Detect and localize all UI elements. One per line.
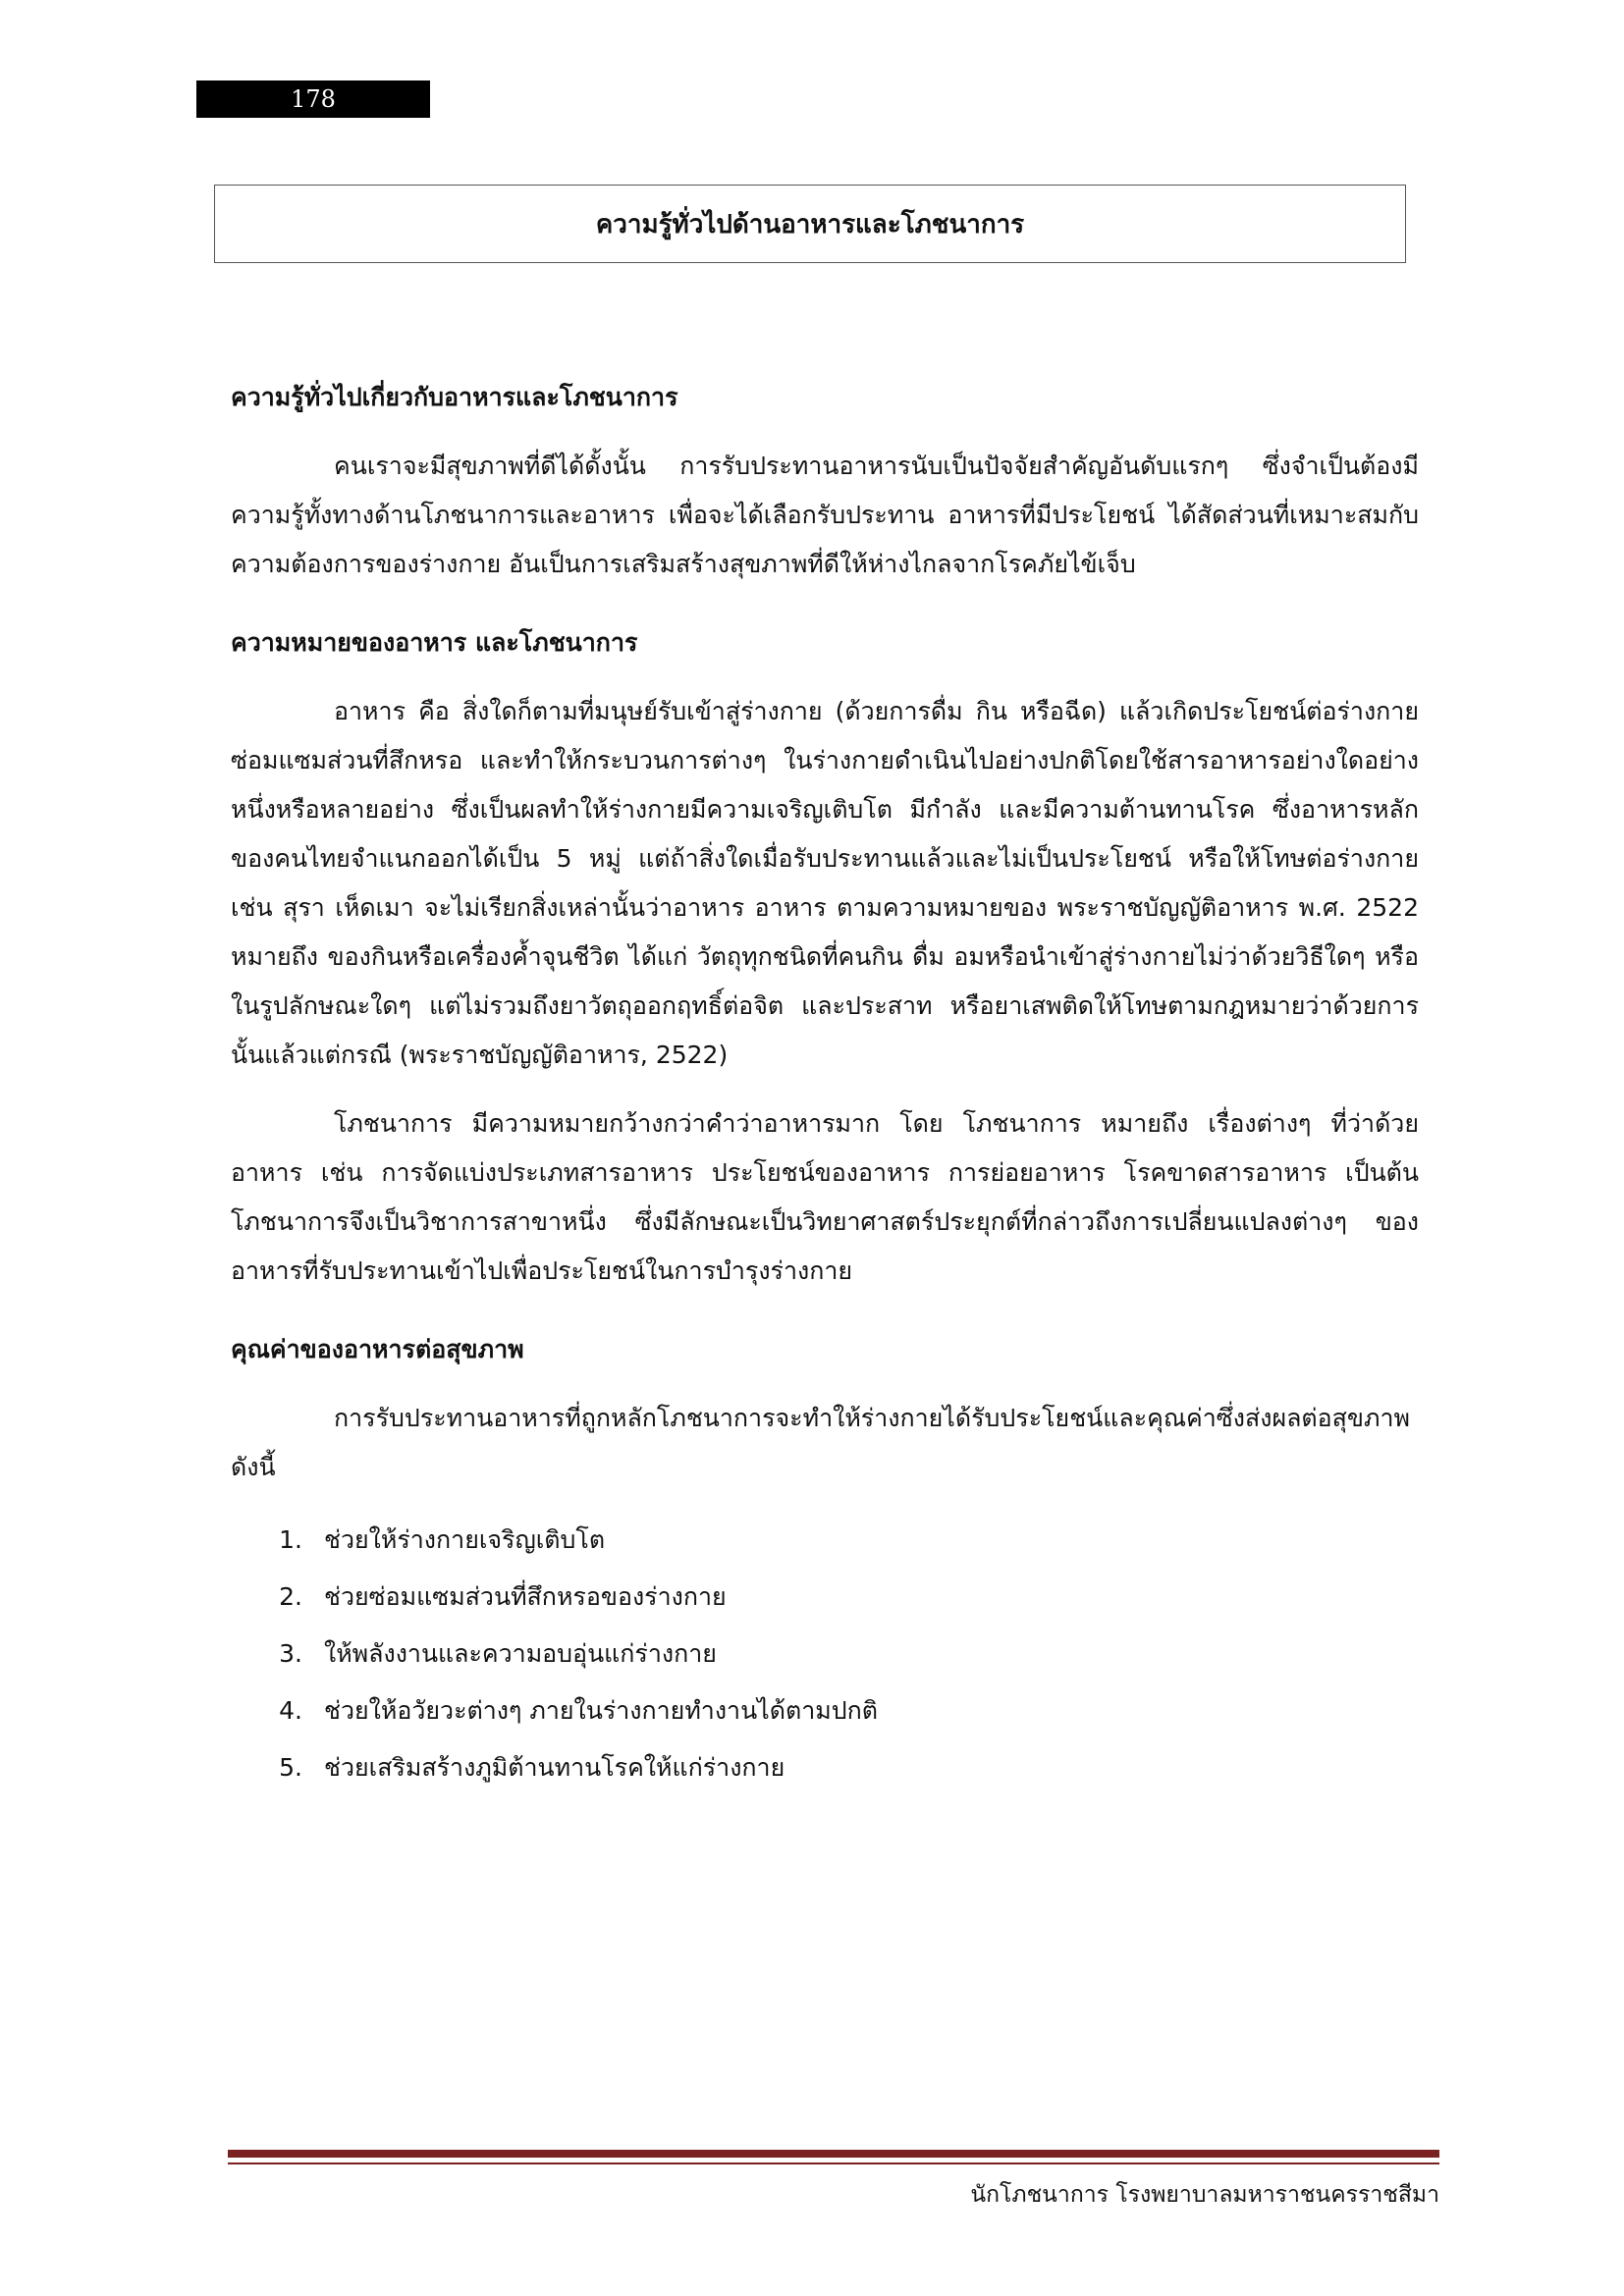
paragraph-general: คนเราจะมีสุขภาพที่ดีได้ดั้งนั้น การรับประทานอาหารนับเป็นปัจจัยสำคัญอันดับแรกๆ ซึ่งจำเป็นต้องมีความรู้ทั้งทางด้านโภชนาการและอาหาร เพื่อจะได้เลือกรับประทาน อาหารที่มีประโยชน์ ได้สัดส่วนที่เหมาะสมกับความต้องการของร่างกาย อันเป็นการเสริมสร้างสุขภาพที่ดีให้ห่างไกลจากโรคภัยไข้เจ็บ	[231, 452, 1419, 578]
list-item-text: ให้พลังงานและความอบอุ่นแก่ร่างกาย	[324, 1639, 717, 1668]
paragraph-food-meaning: อาหาร คือ สิ่งใดก็ตามที่มนุษย์รับเข้าสู่ร่างกาย (ด้วยการดื่ม กิน หรือฉีด) แล้วเกิดประโยชน์ต่อร่างกาย ซ่อมแซมส่วนที่สึกหรอ และทำให้กระบวนการต่างๆ ในร่างกายดำเนินไปอย่างปกติโดยใช้สารอาหารอย่างใดอย่างหนึ่งหรือหลายอย่าง ซึ่งเป็นผลทำให้ร่างกายมีความเจริญเติบโต มีกำลัง และมีความต้านทานโรค ซึ่งอาหารหลักของคนไทยจำแนกออกได้เป็น 5 หมู่ แต่ถ้าสิ่งใดเมื่อรับประทานแล้วและไม่เป็นประโยชน์ หรือให้โทษต่อร่างกาย เช่น สุรา เห็ดเมา จะไม่เรียกสิ่งเหล่านั้นว่าอาหาร อาหาร ตามความหมายของ พระราชบัญญัติอาหาร พ.ศ. 2522 หมายถึง ของกินหรือเครื่องค้ำจุนชีวิต ได้แก่ วัตถุทุกชนิดที่คนกิน ดื่ม อมหรือนำเข้าสู่ร่างกายไม่ว่าด้วยวิธีใดๆ หรือในรูปลักษณะใดๆ แต่ไม่รวมถึงยาวัตถุออกฤทธิ์ต่อจิต และประสาท หรือยาเสพติดให้โทษตามกฎหมายว่าด้วยการนั้นแล้วแต่กรณี (พระราชบัญญัติอาหาร, 2522)	[231, 697, 1419, 1069]
footer-divider	[228, 2150, 1439, 2158]
list-item	[231, 1626, 1419, 1682]
footer-divider-thin	[228, 2163, 1439, 2164]
section-heading-general: ความรู้ทั่วไปเกี่ยวกับอาหารและโภชนาการ	[231, 383, 678, 411]
list-item-number: 5.	[279, 1753, 302, 1782]
footer-text: นักโภชนาการ โรงพยาบาลมหาราชนครราชสีมา	[970, 2182, 1439, 2208]
paragraph-nutrition-meaning: โภชนาการ มีความหมายกว้างกว่าคำว่าอาหารมาก โดย โภชนาการ หมายถึง เรื่องต่างๆ ที่ว่าด้วยอาหาร เช่น การจัดแบ่งประเภทสารอาหาร ประโยชน์ของอาหาร การย่อยอาหาร โรคขาดสารอาหาร เป็นต้น โภชนาการจึงเป็นวิชาการสาขาหนึ่ง ซึ่งมีลักษณะเป็นวิทยาศาสตร์ประยุกต์ที่กล่าวถึงการเปลี่ยนแปลงต่างๆ ของอาหารที่รับประทานเข้าไปเพื่อประโยชน์ในการบำรุงร่างกาย	[231, 1109, 1419, 1285]
section-heading-meaning: ความหมายของอาหาร และโภชนาการ	[231, 628, 638, 657]
page-number: 178	[196, 80, 430, 118]
list-item-number: 2.	[279, 1582, 302, 1611]
page-title-box	[214, 185, 1406, 263]
list-item	[231, 1512, 1419, 1569]
list-item-text: ช่วยให้อวัยวะต่างๆ ภายในร่างกายทำงานได้ตามปกติ	[324, 1696, 878, 1725]
list-item	[231, 1739, 1419, 1796]
list-item-text: ช่วยซ่อมแซมส่วนที่สึกหรอของร่างกาย	[324, 1582, 727, 1611]
list-item-text: ช่วยให้ร่างกายเจริญเติบโต	[324, 1525, 606, 1554]
list-item-text: ช่วยเสริมสร้างภูมิต้านทานโรคให้แก่ร่างกาย	[324, 1753, 785, 1782]
list-item	[231, 1682, 1419, 1739]
page-title: ความรู้ทั่วไปด้านอาหารและโภชนาการ	[595, 209, 1025, 240]
paragraph-value: การรับประทานอาหารที่ถูกหลักโภชนาการจะทำให้ร่างกายได้รับประโยชน์และคุณค่าซึ่งส่งผลต่อสุขภาพ ดังนี้	[231, 1404, 1411, 1481]
list-item-number: 3.	[279, 1639, 302, 1668]
list-item-number: 4.	[279, 1696, 302, 1725]
benefits-list	[231, 1512, 1419, 1796]
list-item	[231, 1569, 1419, 1626]
section-heading-value: คุณค่าของอาหารต่อสุขภาพ	[231, 1335, 524, 1363]
list-item-number: 1.	[279, 1525, 302, 1554]
document-body	[231, 373, 1419, 1796]
